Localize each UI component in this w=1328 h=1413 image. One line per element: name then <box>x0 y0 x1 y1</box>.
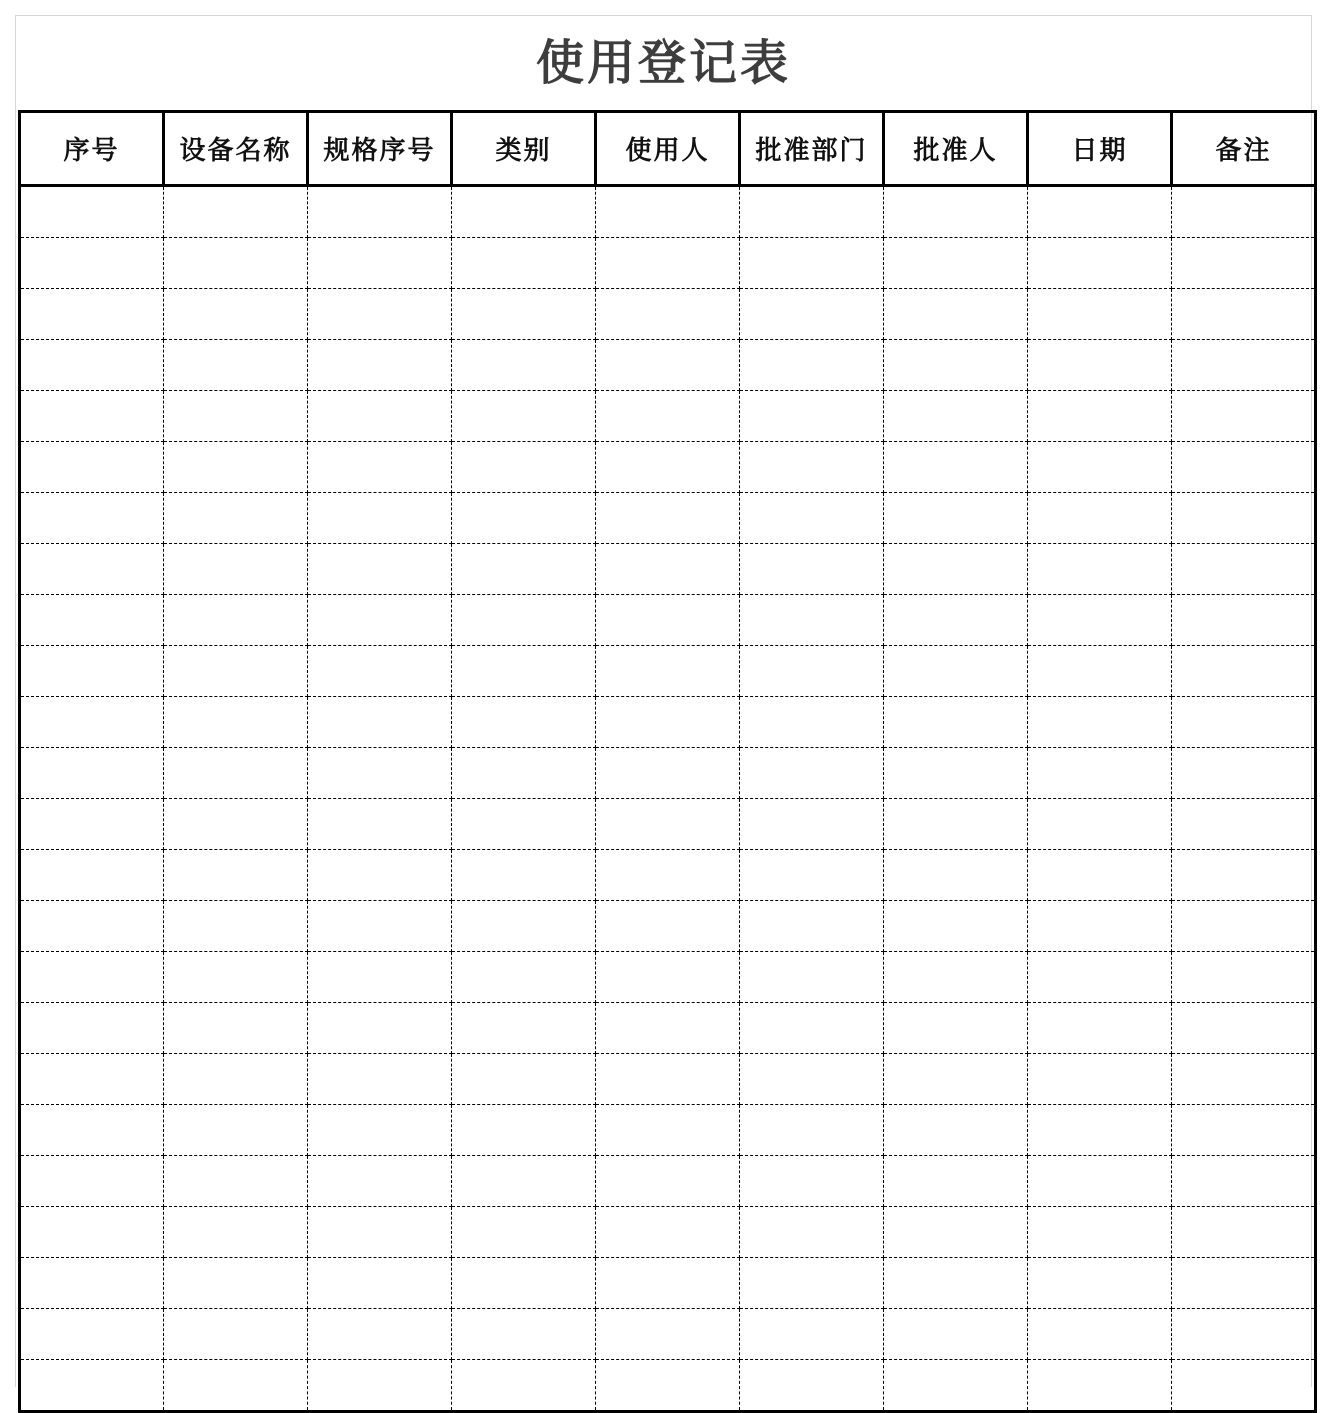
table-cell[interactable] <box>1028 799 1172 850</box>
table-cell[interactable] <box>20 186 164 238</box>
table-cell[interactable] <box>884 1003 1028 1054</box>
table-cell[interactable] <box>308 697 452 748</box>
table-cell[interactable] <box>740 646 884 697</box>
table-cell[interactable] <box>1028 952 1172 1003</box>
table-cell[interactable] <box>164 595 308 646</box>
table-cell[interactable] <box>20 646 164 697</box>
table-cell[interactable] <box>164 493 308 544</box>
table-cell[interactable] <box>740 340 884 391</box>
table-cell[interactable] <box>308 952 452 1003</box>
table-cell[interactable] <box>452 1003 596 1054</box>
table-cell[interactable] <box>884 799 1028 850</box>
table-cell[interactable] <box>884 1360 1028 1412</box>
table-cell[interactable] <box>308 1105 452 1156</box>
table-cell[interactable] <box>308 1054 452 1105</box>
table-cell[interactable] <box>308 289 452 340</box>
table-cell[interactable] <box>452 1258 596 1309</box>
table-row <box>20 493 1316 544</box>
table-cell[interactable] <box>1028 1105 1172 1156</box>
table-cell[interactable] <box>1172 1360 1316 1412</box>
table-cell[interactable] <box>164 238 308 289</box>
table-cell[interactable] <box>1028 646 1172 697</box>
table-cell[interactable] <box>20 493 164 544</box>
table-cell[interactable] <box>1028 748 1172 799</box>
table-row <box>20 850 1316 901</box>
table-cell[interactable] <box>308 544 452 595</box>
table-cell[interactable] <box>308 901 452 952</box>
table-cell[interactable] <box>164 340 308 391</box>
table-cell[interactable] <box>1172 289 1316 340</box>
table-cell[interactable] <box>884 340 1028 391</box>
table-cell[interactable] <box>596 340 740 391</box>
table-cell[interactable] <box>884 1207 1028 1258</box>
column-header: 批准人 <box>884 112 1028 186</box>
column-header: 备注 <box>1172 112 1316 186</box>
table-row <box>20 1258 1316 1309</box>
table-cell[interactable] <box>164 799 308 850</box>
table-cell[interactable] <box>596 901 740 952</box>
table-cell[interactable] <box>1028 289 1172 340</box>
table-row <box>20 1309 1316 1360</box>
table-cell[interactable] <box>1028 1258 1172 1309</box>
table-cell[interactable] <box>20 1360 164 1412</box>
table-cell[interactable] <box>1172 391 1316 442</box>
table-cell[interactable] <box>1028 340 1172 391</box>
table-cell[interactable] <box>884 391 1028 442</box>
table-cell[interactable] <box>1028 1360 1172 1412</box>
table-cell[interactable] <box>884 1105 1028 1156</box>
table-cell[interactable] <box>1172 442 1316 493</box>
table-cell[interactable] <box>596 493 740 544</box>
table-cell[interactable] <box>1172 1258 1316 1309</box>
table-cell[interactable] <box>164 1105 308 1156</box>
table-cell[interactable] <box>596 1258 740 1309</box>
table-cell[interactable] <box>308 186 452 238</box>
table-cell[interactable] <box>1028 1003 1172 1054</box>
table-cell[interactable] <box>452 186 596 238</box>
table-cell[interactable] <box>164 1207 308 1258</box>
table-cell[interactable] <box>596 1003 740 1054</box>
table-cell[interactable] <box>452 595 596 646</box>
table-cell[interactable] <box>452 1207 596 1258</box>
table-cell[interactable] <box>1028 493 1172 544</box>
table-cell[interactable] <box>452 289 596 340</box>
table-cell[interactable] <box>740 901 884 952</box>
table-cell[interactable] <box>596 289 740 340</box>
table-row <box>20 391 1316 442</box>
table-cell[interactable] <box>596 544 740 595</box>
table-cell[interactable] <box>20 697 164 748</box>
table-cell[interactable] <box>164 646 308 697</box>
table-cell[interactable] <box>1172 1054 1316 1105</box>
table-cell[interactable] <box>20 799 164 850</box>
table-cell[interactable] <box>884 901 1028 952</box>
table-cell[interactable] <box>452 1156 596 1207</box>
table-row <box>20 1156 1316 1207</box>
table-cell[interactable] <box>884 1258 1028 1309</box>
table-cell[interactable] <box>20 748 164 799</box>
table-cell[interactable] <box>740 697 884 748</box>
table-cell[interactable] <box>20 1003 164 1054</box>
table-cell[interactable] <box>740 186 884 238</box>
table-cell[interactable] <box>452 646 596 697</box>
table-cell[interactable] <box>884 952 1028 1003</box>
table-cell[interactable] <box>164 442 308 493</box>
table-cell[interactable] <box>452 697 596 748</box>
table-cell[interactable] <box>740 1360 884 1412</box>
table-cell[interactable] <box>1028 595 1172 646</box>
table-cell[interactable] <box>1172 595 1316 646</box>
table-cell[interactable] <box>164 186 308 238</box>
table-cell[interactable] <box>884 289 1028 340</box>
table-cell[interactable] <box>1028 850 1172 901</box>
table-row <box>20 1360 1316 1412</box>
table-cell[interactable] <box>596 748 740 799</box>
table-cell[interactable] <box>596 1105 740 1156</box>
table-cell[interactable] <box>20 1207 164 1258</box>
table-row <box>20 646 1316 697</box>
table-cell[interactable] <box>740 1309 884 1360</box>
table-cell[interactable] <box>596 391 740 442</box>
registration-table <box>18 110 1317 1413</box>
table-cell[interactable] <box>740 238 884 289</box>
table-cell[interactable] <box>452 544 596 595</box>
table-row <box>20 1105 1316 1156</box>
table-row <box>20 748 1316 799</box>
table-row <box>20 289 1316 340</box>
table-row <box>20 186 1316 238</box>
table-cell[interactable] <box>452 850 596 901</box>
table-cell[interactable] <box>1028 901 1172 952</box>
table-cell[interactable] <box>452 1309 596 1360</box>
table-cell[interactable] <box>596 646 740 697</box>
table-cell[interactable] <box>20 952 164 1003</box>
table-cell[interactable] <box>596 1207 740 1258</box>
table-cell[interactable] <box>308 493 452 544</box>
table-cell[interactable] <box>740 1003 884 1054</box>
table-cell[interactable] <box>164 697 308 748</box>
table-cell[interactable] <box>740 850 884 901</box>
table-cell[interactable] <box>164 289 308 340</box>
table-cell[interactable] <box>596 952 740 1003</box>
table-cell[interactable] <box>452 799 596 850</box>
table-cell[interactable] <box>452 1360 596 1412</box>
table-cell[interactable] <box>884 1309 1028 1360</box>
table-cell[interactable] <box>884 697 1028 748</box>
table-cell[interactable] <box>20 1258 164 1309</box>
table-cell[interactable] <box>308 340 452 391</box>
table-cell[interactable] <box>20 1156 164 1207</box>
table-cell[interactable] <box>20 289 164 340</box>
table-cell[interactable] <box>884 1156 1028 1207</box>
table-row <box>20 340 1316 391</box>
table-cell[interactable] <box>740 1156 884 1207</box>
table-cell[interactable] <box>1172 238 1316 289</box>
table-cell[interactable] <box>1028 1309 1172 1360</box>
table-cell[interactable] <box>884 493 1028 544</box>
table-row <box>20 544 1316 595</box>
table-cell[interactable] <box>740 544 884 595</box>
table-row <box>20 799 1316 850</box>
table-cell[interactable] <box>164 850 308 901</box>
table-cell[interactable] <box>596 442 740 493</box>
table-cell[interactable] <box>596 1309 740 1360</box>
table-cell[interactable] <box>20 1309 164 1360</box>
table-cell[interactable] <box>740 289 884 340</box>
table-cell[interactable] <box>308 799 452 850</box>
table-cell[interactable] <box>20 850 164 901</box>
table-cell[interactable] <box>308 1360 452 1412</box>
table-cell[interactable] <box>596 697 740 748</box>
table-cell[interactable] <box>452 391 596 442</box>
table-cell[interactable] <box>884 646 1028 697</box>
table-cell[interactable] <box>740 1054 884 1105</box>
table-cell[interactable] <box>452 493 596 544</box>
table-cell[interactable] <box>164 1258 308 1309</box>
table-cell[interactable] <box>1172 799 1316 850</box>
table-cell[interactable] <box>1172 544 1316 595</box>
table-cell[interactable] <box>452 901 596 952</box>
table-cell[interactable] <box>884 238 1028 289</box>
sheet-title: 使用登记表 <box>535 35 791 91</box>
column-header: 使用人 <box>596 112 740 186</box>
registration-sheet <box>15 15 1312 1387</box>
table-cell[interactable] <box>308 391 452 442</box>
table-cell[interactable] <box>308 646 452 697</box>
table-cell[interactable] <box>1172 340 1316 391</box>
table-cell[interactable] <box>884 595 1028 646</box>
table-cell[interactable] <box>740 442 884 493</box>
table-cell[interactable] <box>20 901 164 952</box>
table-cell[interactable] <box>308 1156 452 1207</box>
column-header: 规格序号 <box>308 112 452 186</box>
table-cell[interactable] <box>884 544 1028 595</box>
table-cell[interactable] <box>20 442 164 493</box>
table-row <box>20 1054 1316 1105</box>
table-cell[interactable] <box>596 595 740 646</box>
table-cell[interactable] <box>1028 442 1172 493</box>
table-cell[interactable] <box>1028 186 1172 238</box>
table-row <box>20 901 1316 952</box>
table-cell[interactable] <box>596 238 740 289</box>
table-cell[interactable] <box>164 952 308 1003</box>
column-header: 设备名称 <box>164 112 308 186</box>
table-cell[interactable] <box>452 238 596 289</box>
table-cell[interactable] <box>884 748 1028 799</box>
table-cell[interactable] <box>884 186 1028 238</box>
table-cell[interactable] <box>1028 1054 1172 1105</box>
table-cell[interactable] <box>596 799 740 850</box>
table-cell[interactable] <box>452 442 596 493</box>
table-cell[interactable] <box>1172 186 1316 238</box>
table-cell[interactable] <box>164 544 308 595</box>
table-cell[interactable] <box>20 391 164 442</box>
table-cell[interactable] <box>740 748 884 799</box>
table-row <box>20 238 1316 289</box>
table-cell[interactable] <box>1028 697 1172 748</box>
table-cell[interactable] <box>308 748 452 799</box>
table-cell[interactable] <box>164 1309 308 1360</box>
table-row <box>20 697 1316 748</box>
column-header: 序号 <box>20 112 164 186</box>
table-cell[interactable] <box>1172 1003 1316 1054</box>
table-cell[interactable] <box>740 595 884 646</box>
table-cell[interactable] <box>1172 697 1316 748</box>
table-cell[interactable] <box>596 850 740 901</box>
table-cell[interactable] <box>740 799 884 850</box>
title-bar <box>16 16 1311 110</box>
table-cell[interactable] <box>596 1360 740 1412</box>
table-cell[interactable] <box>452 1054 596 1105</box>
table-cell[interactable] <box>740 1105 884 1156</box>
table-row <box>20 1207 1316 1258</box>
table-cell[interactable] <box>1028 1156 1172 1207</box>
table-cell[interactable] <box>1172 1156 1316 1207</box>
table-cell[interactable] <box>452 1105 596 1156</box>
table-cell[interactable] <box>164 1003 308 1054</box>
table-cell[interactable] <box>1172 1309 1316 1360</box>
header-row <box>20 112 1316 186</box>
table-cell[interactable] <box>1172 1105 1316 1156</box>
table-cell[interactable] <box>1028 391 1172 442</box>
table-cell[interactable] <box>308 595 452 646</box>
table-cell[interactable] <box>164 1156 308 1207</box>
table-header <box>20 112 1316 186</box>
table-cell[interactable] <box>20 1105 164 1156</box>
table-cell[interactable] <box>1172 952 1316 1003</box>
table-cell[interactable] <box>20 238 164 289</box>
table-cell[interactable] <box>308 238 452 289</box>
column-header: 日期 <box>1028 112 1172 186</box>
table-cell[interactable] <box>1028 544 1172 595</box>
table-cell[interactable] <box>164 1054 308 1105</box>
column-header: 类别 <box>452 112 596 186</box>
table-cell[interactable] <box>1172 850 1316 901</box>
table-cell[interactable] <box>596 1156 740 1207</box>
table-cell[interactable] <box>20 340 164 391</box>
table-row <box>20 1003 1316 1054</box>
table-cell[interactable] <box>308 850 452 901</box>
table-cell[interactable] <box>596 186 740 238</box>
table-cell[interactable] <box>308 1309 452 1360</box>
table-cell[interactable] <box>1028 1207 1172 1258</box>
table-cell[interactable] <box>1172 901 1316 952</box>
table-cell[interactable] <box>1172 646 1316 697</box>
column-header: 批准部门 <box>740 112 884 186</box>
table-cell[interactable] <box>164 901 308 952</box>
table-cell[interactable] <box>740 493 884 544</box>
table-cell[interactable] <box>164 1360 308 1412</box>
table-cell[interactable] <box>164 748 308 799</box>
table-cell[interactable] <box>452 340 596 391</box>
table-cell[interactable] <box>740 391 884 442</box>
table-cell[interactable] <box>164 391 308 442</box>
table-row <box>20 442 1316 493</box>
table-cell[interactable] <box>740 952 884 1003</box>
table-cell[interactable] <box>1172 748 1316 799</box>
table-cell[interactable] <box>20 544 164 595</box>
table-cell[interactable] <box>1172 493 1316 544</box>
table-cell[interactable] <box>308 1258 452 1309</box>
table-cell[interactable] <box>308 1003 452 1054</box>
table-row <box>20 952 1316 1003</box>
table-cell[interactable] <box>596 1054 740 1105</box>
table-cell[interactable] <box>308 442 452 493</box>
table-body <box>20 186 1316 1412</box>
table-cell[interactable] <box>20 1054 164 1105</box>
table-cell[interactable] <box>308 1207 452 1258</box>
table-cell[interactable] <box>884 442 1028 493</box>
table-cell[interactable] <box>452 952 596 1003</box>
table-cell[interactable] <box>884 850 1028 901</box>
table-cell[interactable] <box>1172 1207 1316 1258</box>
table-cell[interactable] <box>740 1258 884 1309</box>
table-row <box>20 595 1316 646</box>
table-cell[interactable] <box>20 595 164 646</box>
table-cell[interactable] <box>1028 238 1172 289</box>
table-cell[interactable] <box>884 1054 1028 1105</box>
table-cell[interactable] <box>452 748 596 799</box>
table-cell[interactable] <box>740 1207 884 1258</box>
